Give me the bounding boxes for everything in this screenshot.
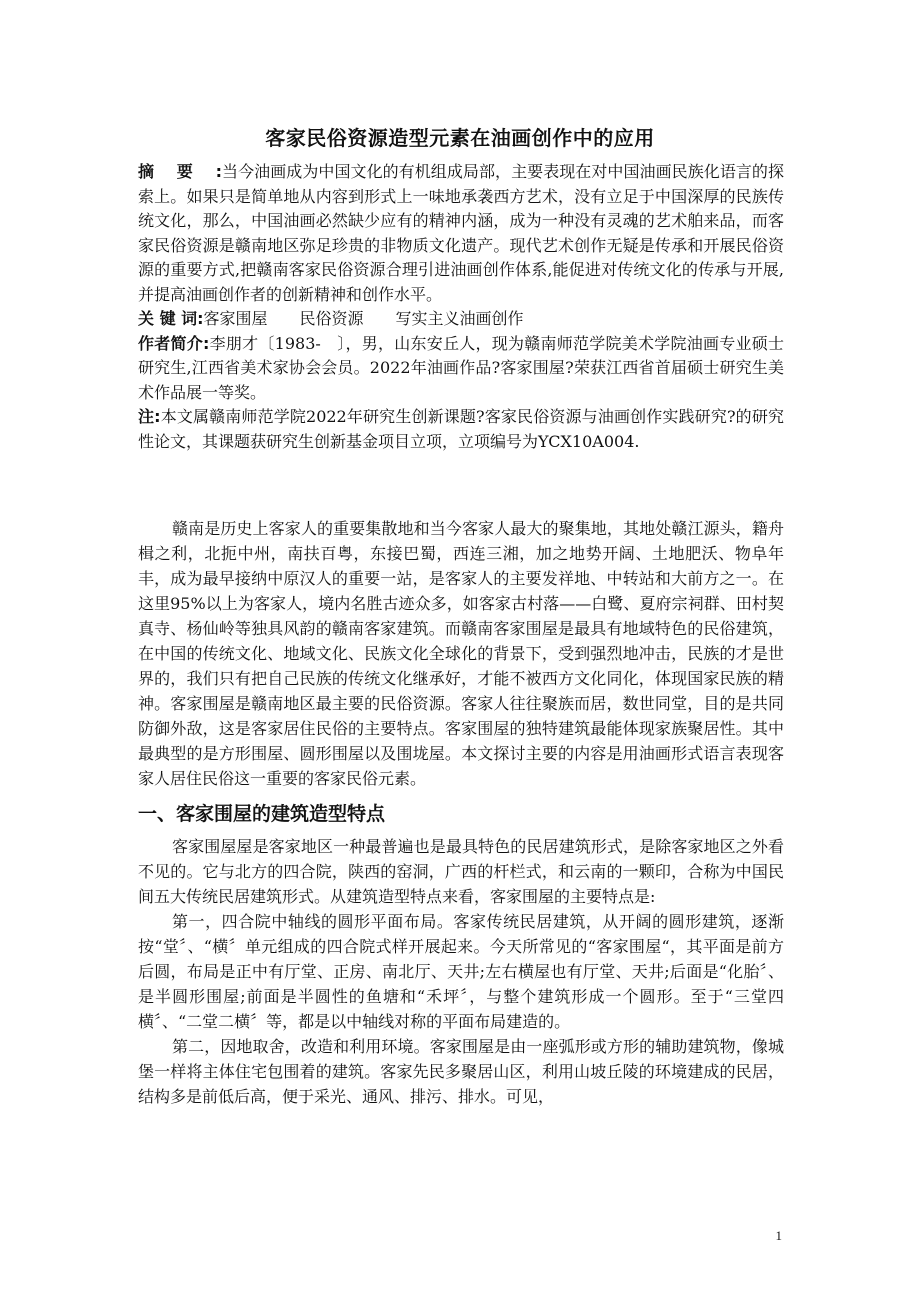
- section1-paragraph-2: 第一，四合院中轴线的圆形平面布局。客家传统民居建筑，从开阔的圆形建筑，逐渐按“堂〞、“横〞单元组成的四合院式样开展起来。今天所常见的“客家围屋“，其平面是前方后圆，布局是正中有厅堂、正房、南北厅、天井;左右横屋也有厅堂、天井;后面是“化胎〞、是半圆形围屋;前面是半圆性的鱼塘和“禾坪〞，与整个建筑形成一个圆形。至于“三堂四横〞、“二堂二横〞等，都是以中轴线对称的平面布局建造的。: [138, 912, 784, 1031]
- note-label: 注:: [138, 407, 161, 426]
- main-body: [138, 516, 784, 1109]
- keywords-text: 客家围屋 民俗资源 写实主义油画创作: [203, 309, 524, 328]
- note-text: 本文属赣南师范学院2022年研究生创新课题?客家民俗资源与油画创作实践研究?的研究性论文，其课题获研究生创新基金项目立项，立项编号为YCX10A004.: [138, 407, 784, 451]
- section-heading-1: 一、客家围屋的建筑造型特点: [138, 803, 386, 825]
- author-text: 李朋才〔1983- 〕，男，山东安丘人，现为赣南师范学院美术学院油画专业硕士研究生,江西省美术家协会会员。2022年油画作品?客家围屋?荣获江西省首届硕士研究生美术作品展一等奖。: [138, 333, 784, 402]
- abstract-label: 摘要:: [138, 162, 222, 181]
- author-label: 作者简介:: [138, 333, 210, 353]
- intro-paragraph: 赣南是历史上客家人的重要集散地和当今客家人最大的聚集地，其地处赣江源头，籍舟楫之利，北扼中州，南扶百粤，东接巴蜀，西连三湘，加之地势开阔、土地肥沃、物阜年丰，成为最早接纳中原汉人的重要一站，是客家人的主要发祥地、中转站和大前方之一。在这里95%以上为客家人，境内名胜古迹众多，如客家古村落——白鹭、夏府宗祠群、田村契真寺、杨仙岭等独具风韵的赣南客家建筑。而赣南客家围屋是最具有地域特色的民俗建筑，在中国的传统文化、地域文化、民族文化全球化的背景下，受到强烈地冲击，民族的才是世界的，我们只有把自己民族的传统文化继承好，才能不被西方文化同化，体现国家民族的精神。客家围屋是赣南地区最主要的民俗资源。客家人往往聚族而居，数世同堂，目的是共同防御外敌，这是客家居住民俗的主要特点。客家围屋的独特建筑最能体现家族聚居性。其中最典型的是方形围屋、圆形围屋以及围垅屋。本文探讨主要的内容是用油画形式语言表现客家人居住民俗这一重要的客家民俗元素。: [138, 519, 784, 788]
- section1-paragraph-3: 第二，因地取舍，改造和利用环境。客家围屋是由一座弧形或方形的辅助建筑物，像城堡一样将主体住宅包围着的建筑。客家先民多聚居山区，利用山坡丘陵的环境建成的民居，结构多是前低后高，便于采光、通风、排污、排水。可见，: [138, 1037, 784, 1106]
- author-bio: [138, 332, 784, 406]
- page-number: 1: [775, 1228, 782, 1243]
- keywords-label: 关 键 词:: [138, 309, 204, 328]
- keywords: [138, 307, 784, 332]
- abstract-text: 当今油画成为中国文化的有机组成局部，主要表现在对中国油画民族化语言的探索上。如果只是简单地从内容到形式上一味地承袭西方艺术，没有立足于中国深厚的民族传统文化，那么，中国油画必然缺少应有的精神内涵，成为一种没有灵魂的艺术舶来品，而客家民俗资源是赣南地区弥足珍贵的非物质文化遗产。现代艺术创作无疑是传承和开展民俗资源的重要方式,把赣南客家民俗资源合理引进油画创作体系,能促进对传统文化的传承与开展,并提高油画创作者的创新精神和创作水平。: [138, 162, 784, 304]
- front-matter: [138, 160, 784, 454]
- paper-title: 客家民俗资源造型元素在油画创作中的应用: [265, 126, 655, 150]
- footnote: [138, 405, 784, 454]
- abstract: [138, 160, 784, 307]
- section1-paragraph-1: 客家围屋屋是客家地区一种最普遍也是最具特色的民居建筑形式，是除客家地区之外看不见的。它与北方的四合院，陕西的窑洞，广西的杆栏式，和云南的一颗印，合称为中国民间五大传统民居建筑形式。从建筑造型特点来看，客家围屋的主要特点是:: [138, 837, 784, 906]
